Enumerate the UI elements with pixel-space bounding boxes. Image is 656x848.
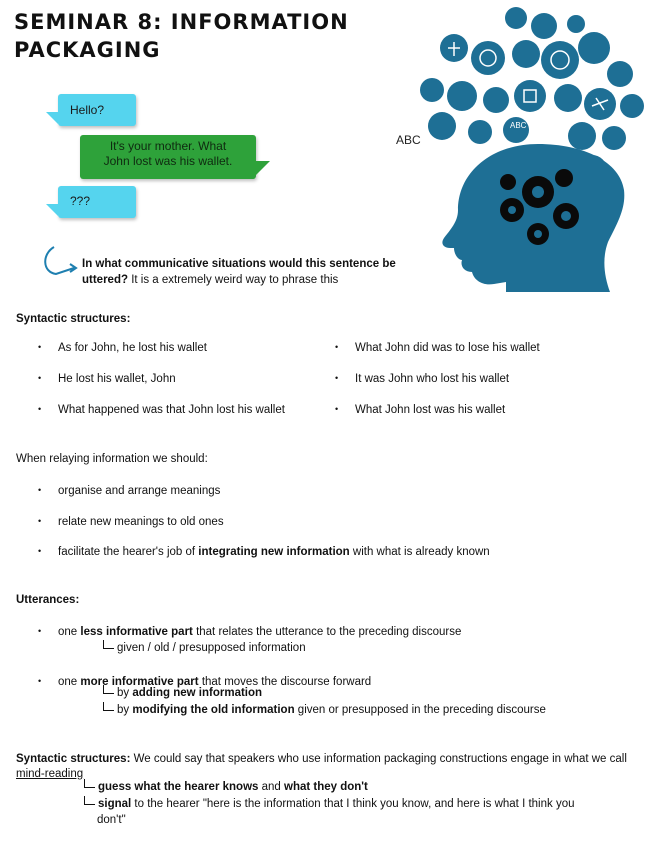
mind-reading-term: mind-reading (16, 768, 84, 780)
chat-message-2-line-1: It's your mother. What (109, 139, 227, 153)
curved-arrow-icon (40, 244, 80, 284)
list-item: • organise and arrange meanings (38, 485, 490, 516)
syntactic-structures-heading: Syntactic structures: (16, 313, 131, 325)
final-sub1-bold2: what they don't (284, 781, 368, 793)
u2-pre: one (58, 676, 81, 688)
chat-bubble-question (58, 186, 136, 218)
u2-sub2-post: given or presupposed in the preceding discourse (294, 704, 546, 716)
u2-sub2 (103, 704, 546, 716)
relaying-heading: When relaying information we should: (16, 453, 208, 465)
list-item: • relate new meanings to old ones (38, 516, 490, 547)
utterances-heading: Utterances: (16, 594, 80, 606)
u2-sub2-pre: by (117, 704, 133, 716)
final-sub2-continued: don't" (97, 814, 126, 826)
abc-label-mid: ABC (510, 121, 527, 130)
question-bold: In what communicative situations would this sentence be uttered? (82, 258, 396, 286)
final-sub2-text: to the hearer "here is the information that I think you know, and here is what I think you (131, 798, 575, 810)
hook-arrow-icon (84, 779, 95, 788)
u2-sub2-bold: modifying the old information (132, 704, 295, 716)
chat-message-1: Hello? (70, 103, 105, 117)
final-paragraph (16, 752, 646, 782)
hook-arrow-icon (103, 685, 114, 694)
list-item: • As for John, he lost his wallet (38, 342, 285, 373)
chat-bubble-mother (80, 135, 256, 179)
relay-item3-pre: facilitate the hearer's job of (58, 546, 199, 558)
u2-sub1 (103, 687, 262, 699)
chat-bubble-hello (58, 94, 136, 126)
hook-arrow-icon (84, 796, 95, 805)
hook-arrow-icon (103, 640, 114, 649)
final-bold: Syntactic structures: (16, 753, 131, 765)
head-ideas-illustration (388, 2, 650, 292)
list-item: • What happened was that John lost his wallet (38, 404, 285, 435)
final-sub2 (84, 798, 574, 810)
u1-post: that relates the utterance to the preceding discourse (192, 626, 462, 638)
hook-arrow-icon (103, 702, 114, 711)
final-sub1-bold1: guess what the hearer knows (98, 781, 259, 793)
relay-item3-bold: integrating new information (198, 546, 350, 558)
final-sub2-bold: signal (98, 798, 132, 810)
list-item: • He lost his wallet, John (38, 373, 285, 404)
list-item: • What John lost was his wallet (335, 404, 540, 435)
chat-message-2-line-2: John lost was his wallet. (103, 154, 233, 168)
syntactic-list-right (335, 342, 540, 435)
page-title (14, 8, 349, 64)
question-rest: It is a extremely weird way to phrase this (128, 274, 339, 286)
list-item: • It was John who lost his wallet (335, 373, 540, 404)
u2-sub1-bold: adding new information (132, 687, 263, 699)
u1-sub (103, 642, 306, 654)
abc-label-left: ABC (396, 133, 421, 147)
u2-sub1-pre: by (117, 687, 133, 699)
syntactic-list-left (38, 342, 285, 435)
question-text (82, 256, 432, 288)
u1-bold: less informative part (80, 626, 193, 638)
u2-post: that moves the discourse forward (198, 676, 372, 688)
final-text: We could say that speakers who use information packaging constructions engage in what we call (130, 753, 627, 765)
u1-pre: one (58, 626, 81, 638)
u1-sub-text: given / old / presupposed information (117, 642, 306, 654)
final-sub1-mid: and (258, 781, 284, 793)
final-sub1 (84, 781, 368, 793)
utterances-list (38, 626, 461, 688)
u2-bold: more informative part (80, 676, 199, 688)
title-line-1: SEMINAR 8: INFORMATION (14, 10, 349, 34)
chat-message-3: ??? (70, 194, 91, 208)
relaying-list (38, 485, 490, 577)
list-item (38, 546, 490, 577)
relay-item3-post: with what is already known (349, 546, 490, 558)
list-item: • What John did was to lose his wallet (335, 342, 540, 373)
title-line-2: PACKAGING (14, 38, 161, 62)
